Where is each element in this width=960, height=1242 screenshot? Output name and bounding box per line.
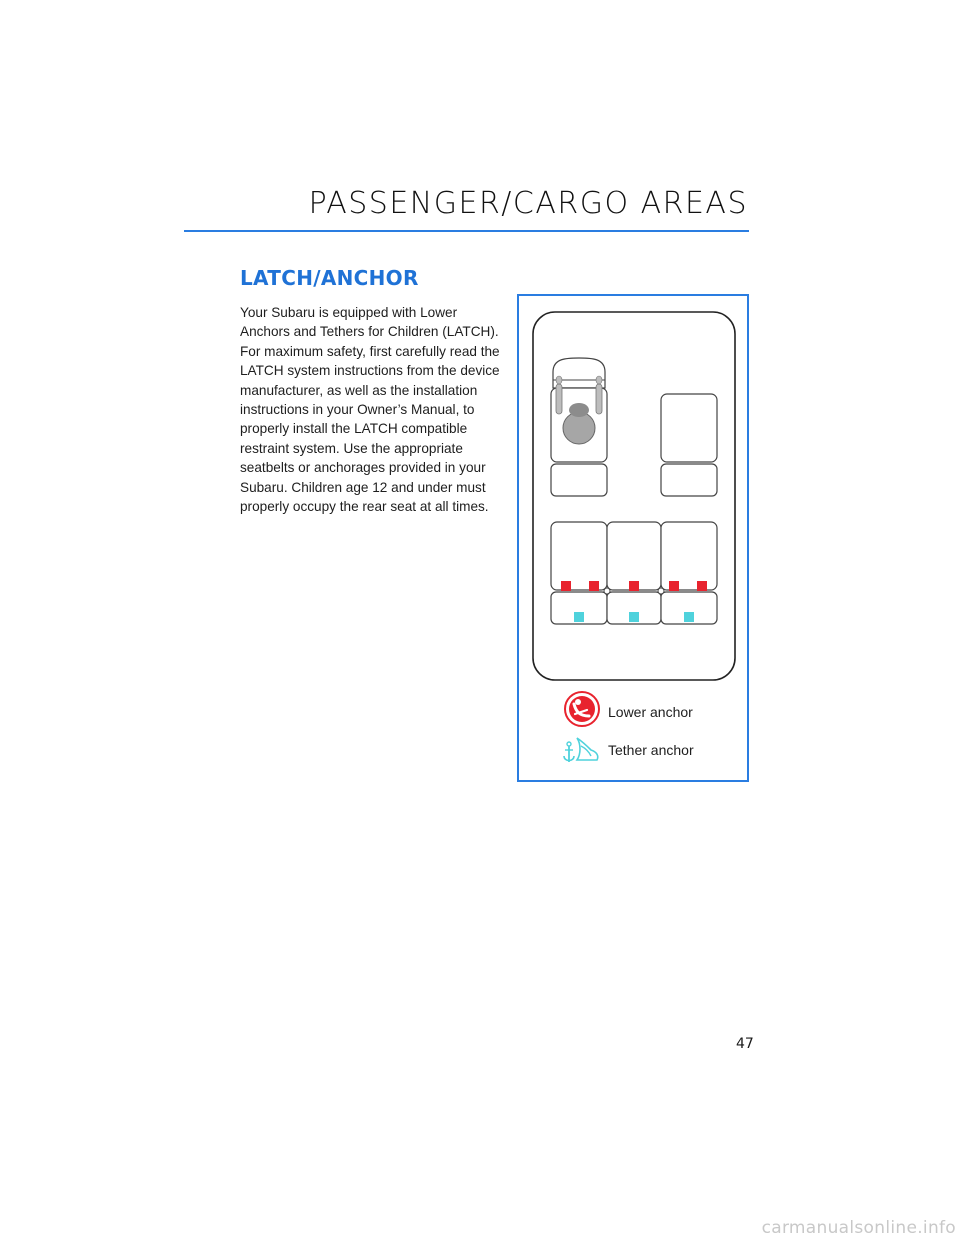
front-passenger-seat (661, 394, 717, 496)
page-number: 47 (736, 1036, 754, 1052)
legend-tether-anchor-label: Tether anchor (608, 742, 694, 758)
lower-anchor-marker (629, 581, 639, 591)
tether-anchor-marker (629, 612, 639, 622)
lower-anchor-icon (563, 690, 601, 728)
tether-anchor-icon (561, 734, 601, 768)
lower-anchor-marker (697, 581, 707, 591)
section-header: PASSENGER/CARGO AREAS (308, 186, 748, 221)
lower-anchor-marker (589, 581, 599, 591)
lower-anchor-marker (669, 581, 679, 591)
tether-anchor-marker (684, 612, 694, 622)
article-body: Your Subaru is equipped with Lower Anchors and Tethers for Children (LATCH). For maximum safety, first carefully read the LATCH system instructions from the device manufacturer, as well as the installation instructions in your Owner’s Manual, to properly install the LATCH compatible restraint system. Use the appropriate seatbelts or anchorages provided in your Subaru. Children age 12 and under must properly occupy the rear seat at all times. (240, 305, 500, 515)
lower-anchor-marker (561, 581, 571, 591)
tether-anchor-marker (574, 612, 584, 622)
driver-seat (551, 358, 607, 496)
watermark: carmanualsonline.info (761, 1218, 956, 1238)
header-divider (184, 230, 749, 232)
article-heading: LATCH/ANCHOR (240, 266, 419, 290)
rear-bench (551, 522, 717, 624)
legend-lower-anchor-label: Lower anchor (608, 704, 693, 720)
